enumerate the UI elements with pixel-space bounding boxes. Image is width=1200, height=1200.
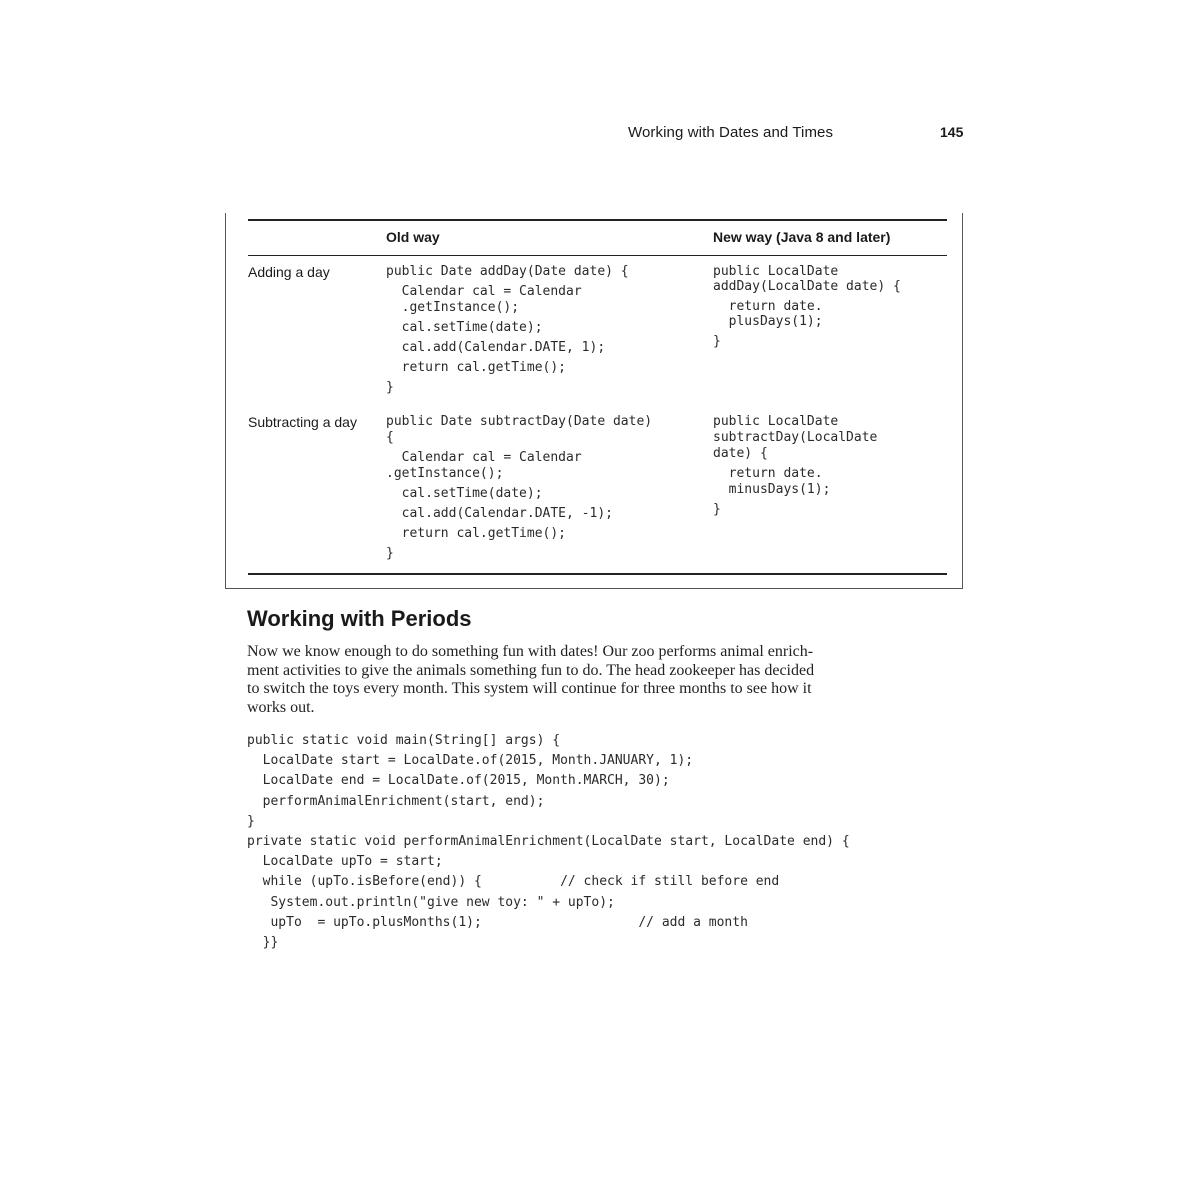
code-line: return cal.getTime(); <box>386 526 567 541</box>
code-line: plusDays(1); <box>713 314 823 329</box>
page-number: 145 <box>940 124 964 140</box>
paragraph-line: Now we know enough to do something fun with dates! Our zoo performs animal enrich- <box>247 643 814 660</box>
code-line: Calendar cal = Calendar <box>386 450 582 465</box>
code-line: } <box>713 502 721 517</box>
code-line: } <box>386 546 394 561</box>
code-line: System.out.println("give new toy: " + upTo); <box>247 894 615 910</box>
comparison-table <box>225 213 963 589</box>
section-heading: Working with Periods <box>247 606 472 631</box>
code-line: LocalDate start = LocalDate.of(2015, Month.JANUARY, 1); <box>247 753 694 769</box>
new-way-code-adding <box>713 264 901 354</box>
code-line: } <box>247 813 255 829</box>
code-line: LocalDate upTo = start; <box>247 854 443 870</box>
row-label-subtracting-a-day: Subtracting a day <box>248 414 357 430</box>
column-header-new-way: New way (Java 8 and later) <box>713 229 891 245</box>
code-line: LocalDate end = LocalDate.of(2015, Month.MARCH, 30); <box>247 773 670 789</box>
code-line: return date. <box>713 299 823 314</box>
code-line: return date. <box>713 466 823 481</box>
code-line: private static void performAnimalEnrichment(LocalDate start, LocalDate end) { <box>247 833 850 849</box>
code-line: date) { <box>713 446 768 461</box>
page-header <box>0 124 1200 144</box>
code-line: cal.setTime(date); <box>386 486 543 501</box>
old-way-code-adding <box>386 264 629 400</box>
code-line: cal.add(Calendar.DATE, -1); <box>386 506 613 521</box>
code-line: subtractDay(LocalDate <box>713 430 878 445</box>
code-line: return cal.getTime(); <box>386 360 567 375</box>
paragraph-line: to switch the toys every month. This system will continue for three months to see how it <box>247 680 812 698</box>
code-line: minusDays(1); <box>713 482 831 497</box>
code-line: public LocalDate <box>713 414 839 429</box>
code-line: public Date subtractDay(Date date) <box>386 414 653 429</box>
old-way-code-subtracting <box>386 414 652 566</box>
table-top-rule <box>248 219 947 221</box>
code-line: cal.add(Calendar.DATE, 1); <box>386 340 606 355</box>
table-header-rule <box>248 255 947 256</box>
code-line: Calendar cal = Calendar <box>386 284 582 299</box>
code-line: } <box>713 334 721 349</box>
code-line: addDay(LocalDate date) { <box>713 279 901 294</box>
table-bottom-rule <box>248 573 947 575</box>
paragraph-line: works out. <box>247 698 315 716</box>
code-line: performAnimalEnrichment(start, end); <box>247 793 545 809</box>
running-title: Working with Dates and Times <box>628 124 834 141</box>
code-line: .getInstance(); <box>386 466 504 481</box>
code-line: cal.setTime(date); <box>386 320 543 335</box>
code-line: public LocalDate <box>713 264 839 279</box>
column-header-old-way: Old way <box>386 229 440 245</box>
code-line: { <box>386 430 394 445</box>
code-listing <box>247 731 850 953</box>
code-line: } <box>386 380 394 395</box>
code-line: public static void main(String[] args) { <box>247 733 561 748</box>
row-label-adding-a-day: Adding a day <box>248 264 330 280</box>
code-line: }} <box>247 934 279 950</box>
code-line: .getInstance(); <box>386 300 520 315</box>
code-line: public Date addDay(Date date) { <box>386 264 629 279</box>
code-line: upTo = upTo.plusMonths(1); // add a month <box>247 914 748 930</box>
paragraph-line: ment activities to give the animals something fun to do. The head zookeeper has decided <box>247 661 815 679</box>
new-way-code-subtracting <box>713 414 877 522</box>
code-line: while (upTo.isBefore(end)) { // check if still before end <box>247 874 780 890</box>
body-paragraph <box>247 643 947 717</box>
